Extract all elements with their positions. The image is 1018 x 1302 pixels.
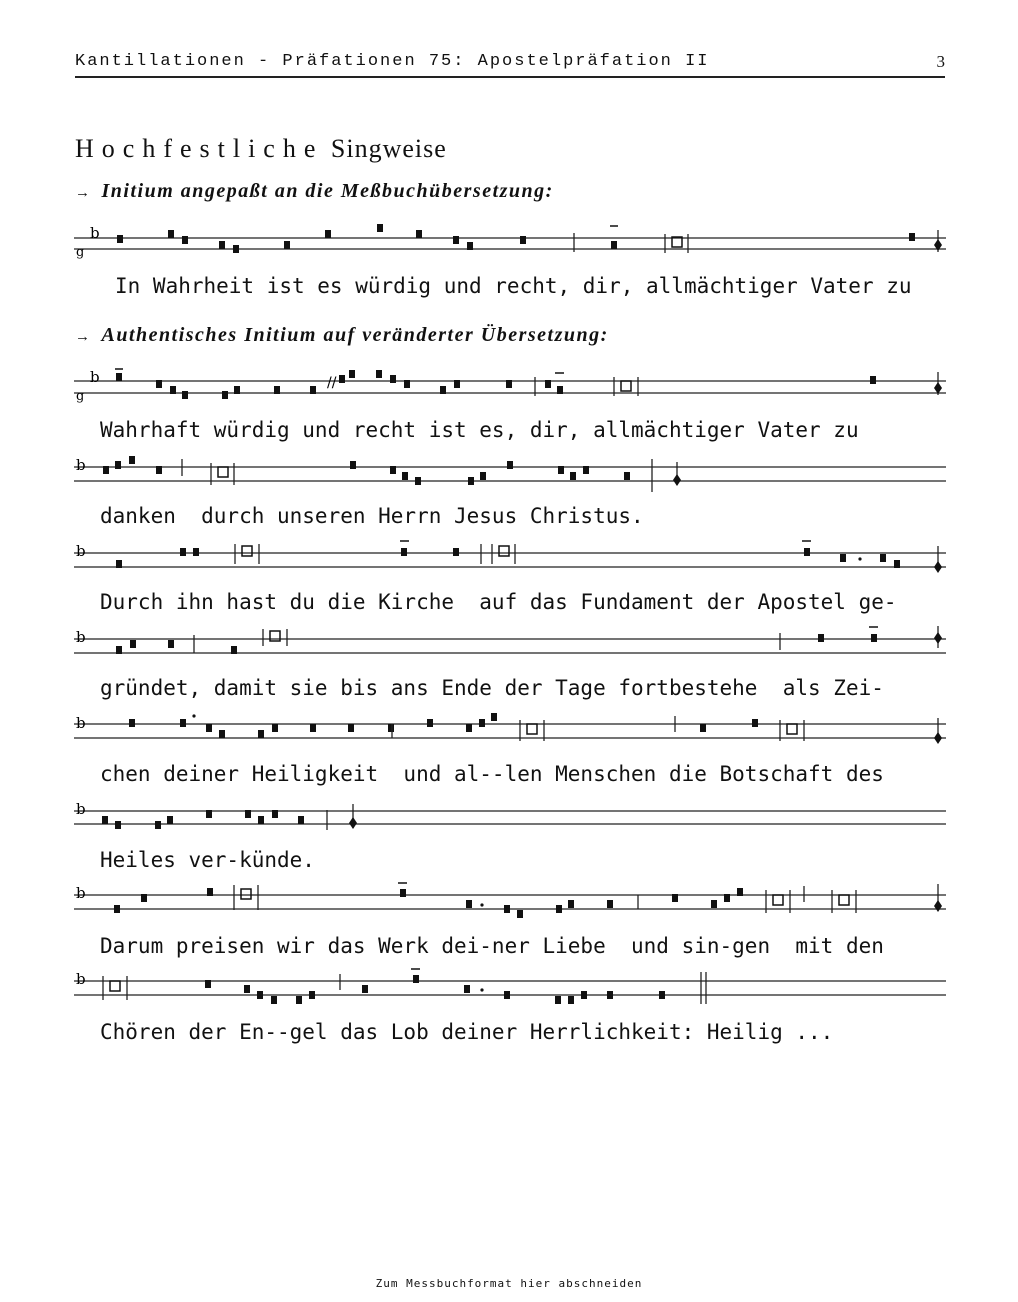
square-note	[218, 467, 228, 477]
music-staff-7	[74, 796, 946, 836]
neume	[404, 380, 410, 388]
neume	[737, 888, 743, 896]
neume	[310, 724, 316, 732]
neume	[504, 991, 510, 999]
lyric-line-6: chen deiner Heiligkeit und al--len Menschen die Botschaft des	[100, 762, 884, 786]
cut-line-note: Zum Messbuchformat hier abschneiden	[375, 1277, 643, 1290]
music-staff-4	[74, 538, 946, 578]
neume	[180, 548, 186, 556]
neume	[558, 466, 564, 474]
neume	[233, 245, 239, 253]
music-staff-3	[74, 452, 946, 492]
neume	[156, 466, 162, 474]
lyric-line-7: Heiles ver-künde.	[100, 848, 315, 872]
neume	[114, 905, 120, 913]
arrow-right-icon: →	[75, 329, 92, 345]
neume	[607, 991, 613, 999]
neume	[222, 391, 228, 399]
neume	[141, 894, 147, 902]
initium-note-authentic	[75, 324, 609, 347]
neume	[464, 985, 470, 993]
heading-word-2: Singweise	[330, 134, 447, 163]
neume	[296, 996, 302, 1004]
music-staff-2	[74, 366, 946, 406]
neume	[274, 386, 280, 394]
neume	[871, 634, 877, 642]
neume	[388, 724, 394, 732]
neume	[219, 241, 225, 249]
g-clef: g	[76, 389, 85, 404]
neume	[491, 713, 497, 721]
page-header	[75, 50, 945, 78]
neume	[348, 724, 354, 732]
neume	[182, 391, 188, 399]
diamond-neume	[934, 732, 942, 744]
square-note	[773, 895, 783, 905]
neume	[206, 810, 212, 818]
neume	[517, 910, 523, 918]
neume	[724, 894, 730, 902]
neume	[545, 380, 551, 388]
neume	[453, 548, 459, 556]
header-title: Kantillationen - Präfationen 75: Apostelpräfation II	[75, 52, 710, 71]
neume	[231, 646, 237, 654]
lyric-line-4: Durch ihn hast du die Kirche auf das Fundament der Apostel ge-	[100, 590, 897, 614]
square-note	[241, 889, 251, 899]
neume	[416, 230, 422, 238]
lyric-line-8: Darum preisen wir das Werk dei-ner Liebe und sin-gen mit den	[100, 934, 884, 958]
neume	[193, 548, 199, 556]
neume	[205, 980, 211, 988]
neume	[219, 730, 225, 738]
neume	[413, 975, 419, 983]
neume	[401, 548, 407, 556]
neume	[298, 816, 304, 824]
neume	[309, 991, 315, 999]
neume	[454, 380, 460, 388]
staff-7-svg	[74, 796, 946, 836]
g-clef: g	[76, 245, 85, 260]
staff-4-svg	[74, 538, 946, 578]
neume	[167, 816, 173, 824]
flat-sign: b	[76, 884, 86, 902]
custos-mark: //	[327, 375, 337, 391]
flat-sign: b	[76, 628, 86, 646]
neume	[480, 472, 486, 480]
neume	[506, 380, 512, 388]
staff-3-svg	[74, 452, 946, 492]
neume	[130, 640, 136, 648]
flat-sign: b	[76, 542, 86, 560]
arrow-right-icon: →	[75, 185, 92, 201]
neume	[116, 646, 122, 654]
flat-sign: b	[90, 368, 100, 386]
neume	[840, 554, 846, 562]
neume	[504, 905, 510, 913]
neume	[402, 472, 408, 480]
lyric-line-3: danken durch unseren Herrn Jesus Christus.	[100, 504, 644, 528]
lyric-line-2: Wahrhaft würdig und recht ist es, dir, allmächtiger Vater zu	[100, 418, 859, 442]
diamond-neume	[934, 632, 942, 644]
neume	[624, 472, 630, 480]
staff-6-svg	[74, 710, 946, 750]
lyric-line-1: In Wahrheit ist es würdig und recht, dir, allmächtiger Vater zu	[115, 274, 912, 298]
neume	[116, 373, 122, 381]
neume	[377, 224, 383, 232]
neume	[115, 461, 121, 469]
initium-note-authentic-text: Authentisches Initium auf veränderter Übersetzung:	[101, 324, 609, 346]
diamond-neume	[934, 900, 942, 912]
neume	[168, 640, 174, 648]
neume	[520, 236, 526, 244]
neume	[168, 230, 174, 238]
neume	[568, 996, 574, 1004]
neume	[415, 477, 421, 485]
neume	[400, 889, 406, 897]
neume	[466, 724, 472, 732]
staff-8-svg	[74, 880, 946, 920]
flat-sign: b	[76, 714, 86, 732]
neume	[607, 900, 613, 908]
lyric-line-9: Chören der En--gel das Lob deiner Herrlichkeit: Heilig ...	[100, 1020, 834, 1044]
neume	[570, 472, 576, 480]
diamond-neume	[349, 817, 357, 829]
neume	[182, 236, 188, 244]
neume	[752, 719, 758, 727]
neume	[116, 560, 122, 568]
neume	[155, 821, 161, 829]
staff-9-svg	[74, 966, 946, 1006]
neume	[427, 719, 433, 727]
square-note	[242, 546, 252, 556]
neume	[349, 370, 355, 378]
neume	[390, 466, 396, 474]
neume	[453, 236, 459, 244]
neume	[207, 888, 213, 896]
neume	[362, 985, 368, 993]
flat-sign: b	[76, 456, 86, 474]
neume	[310, 386, 316, 394]
initium-note-adapted-text: Initium angepaßt an die Meßbuchübersetzung:	[101, 180, 554, 202]
lyric-line-5: gründet, damit sie bis ans Ende der Tage fortbestehe als Zei-	[100, 676, 884, 700]
diamond-neume	[673, 474, 681, 486]
neume	[468, 477, 474, 485]
page-number: 3	[936, 52, 945, 71]
neume	[711, 900, 717, 908]
music-staff-8	[74, 880, 946, 920]
neume	[117, 235, 123, 243]
neume	[557, 386, 563, 394]
neume	[611, 241, 617, 249]
neume	[156, 380, 162, 388]
section-heading	[75, 134, 447, 164]
diamond-neume	[934, 382, 942, 394]
neume	[390, 375, 396, 383]
square-note	[787, 724, 797, 734]
neume	[466, 900, 472, 908]
neume	[440, 386, 446, 394]
neume	[804, 548, 810, 556]
neume	[272, 810, 278, 818]
neume	[129, 719, 135, 727]
heading-word-1: Hochfestliche	[75, 134, 324, 163]
neume	[115, 821, 121, 829]
square-note	[621, 381, 631, 391]
neume	[467, 242, 473, 250]
neume	[672, 894, 678, 902]
neume	[103, 466, 109, 474]
square-note	[110, 981, 120, 991]
neume	[271, 996, 277, 1004]
neume	[909, 233, 915, 241]
staff-2-svg	[74, 366, 946, 406]
neume	[234, 386, 240, 394]
neume	[258, 816, 264, 824]
staff-5-svg	[74, 624, 946, 664]
square-note	[527, 724, 537, 734]
neume	[581, 991, 587, 999]
neume	[170, 386, 176, 394]
neume	[325, 230, 331, 238]
flat-sign: b	[76, 800, 86, 818]
flat-sign: b	[76, 970, 86, 988]
neume	[894, 560, 900, 568]
neume	[583, 466, 589, 474]
neume	[102, 816, 108, 824]
music-staff-5	[74, 624, 946, 664]
neume	[129, 456, 135, 464]
staff-1-svg	[74, 222, 946, 262]
neume	[272, 724, 278, 732]
neume	[479, 719, 485, 727]
neume	[555, 996, 561, 1004]
neume	[180, 719, 186, 727]
music-staff-6	[74, 710, 946, 750]
neume	[257, 991, 263, 999]
music-staff-9	[74, 966, 946, 1006]
diamond-neume	[934, 561, 942, 573]
neume	[245, 810, 251, 818]
neume	[659, 991, 665, 999]
square-note	[499, 546, 509, 556]
neume	[339, 375, 345, 383]
flat-sign: b	[90, 224, 100, 242]
neume	[700, 724, 706, 732]
neume	[507, 461, 513, 469]
square-note	[839, 895, 849, 905]
neume	[376, 370, 382, 378]
neume	[284, 241, 290, 249]
initium-note-adapted	[75, 180, 554, 203]
neume	[206, 724, 212, 732]
neume	[870, 376, 876, 384]
music-staff-1	[74, 222, 946, 262]
neume	[568, 900, 574, 908]
neume	[556, 905, 562, 913]
neume	[880, 554, 886, 562]
neume	[818, 634, 824, 642]
neume	[350, 461, 356, 469]
neume	[258, 730, 264, 738]
neume	[244, 985, 250, 993]
